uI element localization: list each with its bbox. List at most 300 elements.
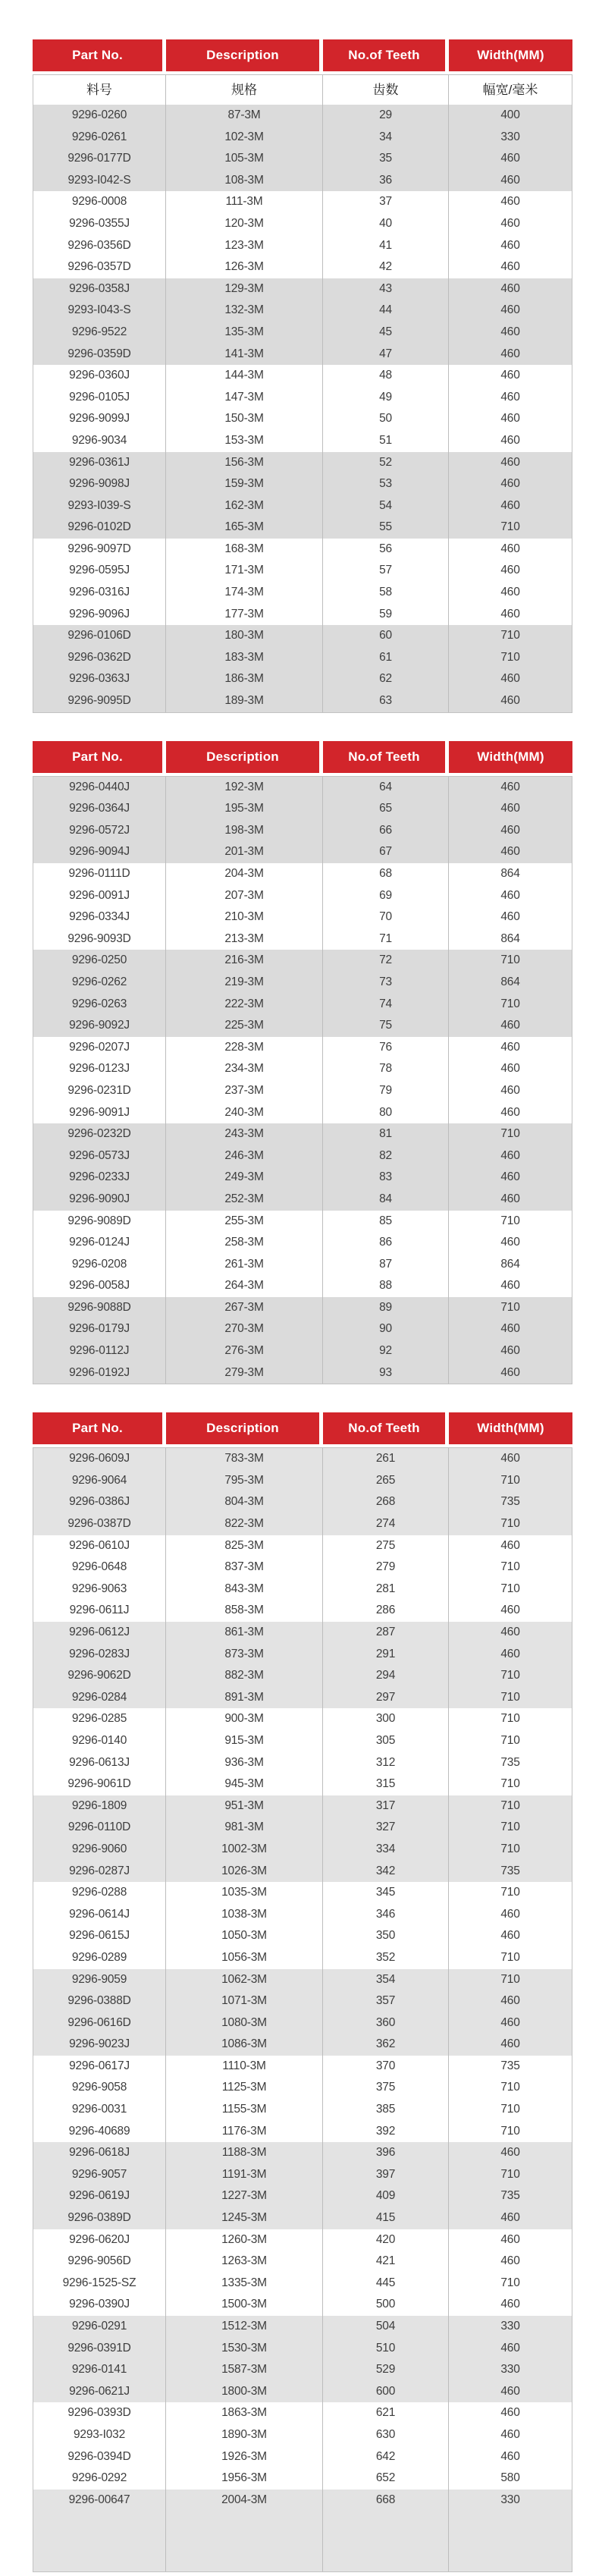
header-description: Description <box>166 39 323 71</box>
table-cell: 864 <box>500 975 520 988</box>
table-cell: 710 <box>500 1820 520 1834</box>
table-cell: 362 <box>323 2034 449 2056</box>
table-cell: 710 <box>500 2167 520 2181</box>
table-cell: 9296-00647 <box>33 2490 166 2512</box>
table-cell: 83 <box>323 1167 449 1189</box>
table-cell: 825-3M <box>166 1535 323 1557</box>
table-cell: 504 <box>323 2316 449 2338</box>
table-row <box>33 2294 572 2316</box>
table-cell: 9296-0208 <box>33 1254 166 1276</box>
table-cell: 54 <box>323 495 449 517</box>
table-cell: 9296-0609J <box>33 1448 166 1470</box>
table-cell: 177-3M <box>166 604 323 626</box>
table-cell: 354 <box>323 1969 449 1991</box>
table-cell: 460 <box>500 195 520 209</box>
table-cell: 9296-0261 <box>33 127 166 149</box>
table-cell: 126-3M <box>166 256 323 278</box>
table-cell: 460 <box>500 216 520 230</box>
table-cell: 78 <box>323 1058 449 1080</box>
table-cell: 445 <box>323 2273 449 2295</box>
table-cell: 1026-3M <box>166 1861 323 1883</box>
table-cell: 357 <box>323 1990 449 2012</box>
table-cell: 710 <box>500 1777 520 1791</box>
table-cell: 237-3M <box>166 1080 323 1102</box>
table-cell: 222-3M <box>166 994 323 1016</box>
table-row <box>33 863 572 885</box>
table-row <box>33 2229 572 2251</box>
table-cell: 90 <box>323 1318 449 1340</box>
table-cell: 1863-3M <box>166 2402 323 2424</box>
table-cell: 460 <box>500 1344 520 1358</box>
table-cell: 183-3M <box>166 647 323 669</box>
table-row <box>33 1080 572 1102</box>
table-cell: 9296-0334J <box>33 906 166 928</box>
table-cell: 9296-0361J <box>33 452 166 474</box>
table-cell: 882-3M <box>166 1665 323 1687</box>
table-cell: 710 <box>500 1300 520 1314</box>
table-cell: 460 <box>500 823 520 837</box>
table-cell: 207-3M <box>166 885 323 907</box>
table-cell: 93 <box>323 1362 449 1384</box>
table-row <box>33 2468 572 2490</box>
table-cell: 258-3M <box>166 1232 323 1254</box>
table-cell: 34 <box>323 127 449 149</box>
table-cell: 9296-9096J <box>33 604 166 626</box>
table-cell: 297 <box>323 1687 449 1709</box>
table-cell: 861-3M <box>166 1622 323 1644</box>
table-cell: 40 <box>323 213 449 235</box>
table-cell: 9296-9058 <box>33 2077 166 2099</box>
table-cell: 580 <box>500 2471 520 2485</box>
table-cell: 1245-3M <box>166 2207 323 2229</box>
table-cell: 9296-9063 <box>33 1579 166 1601</box>
table-cell: 460 <box>500 1105 520 1119</box>
table-cell: 141-3M <box>166 344 323 366</box>
table-cell: 201-3M <box>166 841 323 863</box>
table-cell: 460 <box>500 1322 520 1336</box>
table-cell: 73 <box>323 972 449 994</box>
table-cell: 9296-0123J <box>33 1058 166 1080</box>
table-cell: 1191-3M <box>166 2164 323 2186</box>
table-cell: 710 <box>500 650 520 664</box>
table-cell: 864 <box>500 931 520 945</box>
table-cell: 460 <box>500 1929 520 1943</box>
table-row <box>33 2142 572 2164</box>
table-cell: 82 <box>323 1145 449 1167</box>
table-cell: 409 <box>323 2185 449 2207</box>
table-cell: 9296-0387D <box>33 1513 166 1535</box>
table-cell: 9296-0362D <box>33 647 166 669</box>
parts-table-1 <box>33 39 572 713</box>
table-cell: 41 <box>323 235 449 257</box>
table-row <box>33 127 572 149</box>
table-cell: 123-3M <box>166 235 323 257</box>
table-row <box>33 1579 572 1601</box>
table-cell: 45 <box>323 322 449 344</box>
table-cell: 981-3M <box>166 1817 323 1839</box>
table-cell: 129-3M <box>166 278 323 300</box>
table-row <box>33 2381 572 2403</box>
table-row <box>33 1839 572 1861</box>
table-row <box>33 1513 572 1535</box>
table-cell: 9296-0356D <box>33 235 166 257</box>
subheader-description-cn: 规格 <box>166 75 323 105</box>
table-cell: 710 <box>500 1560 520 1574</box>
table-row <box>33 1123 572 1145</box>
table-row <box>33 668 572 690</box>
table-cell: 804-3M <box>166 1491 323 1513</box>
table-row <box>33 1232 572 1254</box>
table-cell: 317 <box>323 1795 449 1817</box>
table-row <box>33 1362 572 1384</box>
table-cell: 460 <box>500 1040 520 1054</box>
header-part-no: Part No. <box>33 1412 166 1444</box>
table-cell: 460 <box>500 1907 520 1921</box>
table-cell: 162-3M <box>166 495 323 517</box>
table-row <box>33 994 572 1016</box>
header-width-mm: Width(MM) <box>449 741 572 773</box>
table-cell: 192-3M <box>166 777 323 799</box>
table-row <box>33 1058 572 1080</box>
table-2-body <box>33 776 572 1385</box>
table-cell: 710 <box>500 2276 520 2289</box>
table-cell: 9296-0389D <box>33 2207 166 2229</box>
table-cell: 225-3M <box>166 1015 323 1037</box>
table-cell: 460 <box>500 1365 520 1379</box>
table-cell: 51 <box>323 430 449 452</box>
table-row <box>33 2207 572 2229</box>
header-no-of-teeth: No.of Teeth <box>323 39 449 71</box>
table-cell: 460 <box>500 780 520 793</box>
table-cell: 84 <box>323 1189 449 1211</box>
table-cell: 261 <box>323 1448 449 1470</box>
table-row <box>33 408 572 430</box>
table-cell: 9296-0008 <box>33 191 166 213</box>
table-cell: 9296-0110D <box>33 1817 166 1839</box>
table-cell: 50 <box>323 408 449 430</box>
table-row <box>33 365 572 387</box>
table-row <box>33 625 572 647</box>
table-cell: 460 <box>500 1148 520 1162</box>
table-cell: 9296-0263 <box>33 994 166 1016</box>
table-cell: 9296-0364J <box>33 798 166 820</box>
table-cell: 186-3M <box>166 668 323 690</box>
table-cell: 421 <box>323 2251 449 2273</box>
table-cell <box>33 2511 166 2571</box>
table-row <box>33 1167 572 1189</box>
table-cell: 710 <box>500 2124 520 2138</box>
table-cell: 1530-3M <box>166 2338 323 2360</box>
table-cell: 9296-9093D <box>33 928 166 950</box>
table-cell: 1110-3M <box>166 2056 323 2078</box>
table-cell: 915-3M <box>166 1730 323 1752</box>
table-cell: 216-3M <box>166 950 323 972</box>
table-cell: 75 <box>323 1015 449 1037</box>
table-row <box>33 1687 572 1709</box>
table-cell: 43 <box>323 278 449 300</box>
table-cell: 460 <box>500 1170 520 1184</box>
table-cell: 9296-0572J <box>33 820 166 842</box>
table-cell: 9296-0140 <box>33 1730 166 1752</box>
table-cell: 58 <box>323 582 449 604</box>
table-cell: 9296-0262 <box>33 972 166 994</box>
table-cell: 70 <box>323 906 449 928</box>
table-cell: 460 <box>500 910 520 924</box>
table-cell: 352 <box>323 1947 449 1969</box>
table-row <box>33 690 572 712</box>
table-cell: 735 <box>500 1755 520 1769</box>
table-row <box>33 2121 572 2143</box>
table-row <box>33 1817 572 1839</box>
table-cell: 274 <box>323 1513 449 1535</box>
table-cell: 9296-0102D <box>33 517 166 539</box>
table-cell: 150-3M <box>166 408 323 430</box>
table-cell: 9296-0124J <box>33 1232 166 1254</box>
table-row <box>33 1644 572 1666</box>
table-cell: 710 <box>500 997 520 1010</box>
table-cell: 9296-0289 <box>33 1947 166 1969</box>
table-cell: 9296-0291 <box>33 2316 166 2338</box>
table-cell: 360 <box>323 2012 449 2034</box>
table-cell: 843-3M <box>166 1579 323 1601</box>
table-cell: 61 <box>323 647 449 669</box>
table-cell: 460 <box>500 888 520 902</box>
table-row <box>33 1904 572 1926</box>
table-cell: 460 <box>500 2427 520 2441</box>
table-cell: 9296-0612J <box>33 1622 166 1644</box>
table-cell: 9296-9094J <box>33 841 166 863</box>
table-1-body <box>33 74 572 713</box>
table-cell: 460 <box>500 2298 520 2311</box>
table-1-cn-subheader <box>33 75 572 105</box>
table-cell: 330 <box>500 2363 520 2377</box>
table-cell: 9296-0355J <box>33 213 166 235</box>
table-cell: 735 <box>500 1495 520 1509</box>
table-cell: 300 <box>323 1708 449 1730</box>
table-cell: 198-3M <box>166 820 323 842</box>
table-cell: 9296-0288 <box>33 1882 166 1904</box>
table-cell: 9296-0112J <box>33 1340 166 1362</box>
table-row <box>33 841 572 863</box>
table-cell: 330 <box>500 2493 520 2506</box>
table-cell: 65 <box>323 798 449 820</box>
table-cell: 44 <box>323 300 449 322</box>
table-row <box>33 191 572 213</box>
table-row <box>33 1730 572 1752</box>
subheader-part-no-cn: 料号 <box>33 75 166 105</box>
table-cell: 9296-0394D <box>33 2446 166 2468</box>
table-cell: 74 <box>323 994 449 1016</box>
table-cell: 9296-0285 <box>33 1708 166 1730</box>
table-cell: 9296-0648 <box>33 1557 166 1579</box>
table-cell: 460 <box>500 607 520 620</box>
table-cell: 9296-9089D <box>33 1211 166 1233</box>
table-cell: 9296-9522 <box>33 322 166 344</box>
table-3-body <box>33 1447 572 2572</box>
table-cell: 370 <box>323 2056 449 2078</box>
table-row <box>33 322 572 344</box>
table-row <box>33 972 572 994</box>
table-cell: 1056-3M <box>166 1947 323 1969</box>
table-cell: 261-3M <box>166 1254 323 1276</box>
table-cell: 460 <box>500 477 520 491</box>
table-row <box>33 906 572 928</box>
table-cell: 276-3M <box>166 1340 323 1362</box>
table-cell: 1080-3M <box>166 2012 323 2034</box>
table-cell: 9296-0260 <box>33 105 166 127</box>
table-cell: 460 <box>500 1062 520 1076</box>
table-cell: 652 <box>323 2468 449 2490</box>
table-cell: 710 <box>500 1669 520 1682</box>
table-cell: 9296-0363J <box>33 668 166 690</box>
table-cell: 9296-0388D <box>33 1990 166 2012</box>
table-cell: 165-3M <box>166 517 323 539</box>
table-cell: 89 <box>323 1297 449 1319</box>
header-part-no: Part No. <box>33 39 166 71</box>
table-cell: 375 <box>323 2077 449 2099</box>
subheader-no-of-teeth-cn: 齿数 <box>323 75 449 105</box>
table-cell: 936-3M <box>166 1752 323 1774</box>
table-cell: 710 <box>500 1972 520 1986</box>
table-cell: 460 <box>500 325 520 338</box>
table-row <box>33 344 572 366</box>
table-cell: 460 <box>500 586 520 599</box>
table-cell: 1188-3M <box>166 2142 323 2164</box>
table-cell: 1062-3M <box>166 1969 323 1991</box>
table-cell: 529 <box>323 2359 449 2381</box>
table-cell: 9296-9099J <box>33 408 166 430</box>
parts-table-3 <box>33 1412 572 2572</box>
table-cell: 710 <box>500 953 520 967</box>
table-cell: 710 <box>500 2081 520 2094</box>
table-cell: 9296-9057 <box>33 2164 166 2186</box>
table-cell: 132-3M <box>166 300 323 322</box>
table-cell: 710 <box>500 1886 520 1899</box>
table-cell: 9296-9056D <box>33 2251 166 2273</box>
table-cell: 864 <box>500 1257 520 1271</box>
table-cell: 35 <box>323 148 449 170</box>
table-cell: 66 <box>323 820 449 842</box>
table-cell: 9296-9091J <box>33 1102 166 1124</box>
table-cell: 281 <box>323 1579 449 1601</box>
table-row <box>33 2424 572 2446</box>
table-cell: 837-3M <box>166 1557 323 1579</box>
table-row <box>33 2273 572 2295</box>
table-cell: 204-3M <box>166 863 323 885</box>
table-cell: 102-3M <box>166 127 323 149</box>
table-cell: 255-3M <box>166 1211 323 1233</box>
table-cell: 67 <box>323 841 449 863</box>
table-row <box>33 1947 572 1969</box>
table-row <box>33 300 572 322</box>
table-cell: 9296-0621J <box>33 2381 166 2403</box>
table-cell: 460 <box>500 1083 520 1097</box>
table-cell: 460 <box>500 390 520 404</box>
table-row <box>33 1037 572 1059</box>
table-cell: 9296-0610J <box>33 1535 166 1557</box>
table-cell: 9296-0284 <box>33 1687 166 1709</box>
table-row <box>33 2012 572 2034</box>
table-cell: 315 <box>323 1773 449 1795</box>
table-cell: 710 <box>500 1690 520 1704</box>
table-cell: 9293-I043-S <box>33 300 166 322</box>
table-row <box>33 582 572 604</box>
table-cell: 9296-9062D <box>33 1665 166 1687</box>
table-cell: 873-3M <box>166 1644 323 1666</box>
table-row <box>33 798 572 820</box>
table-cell: 1050-3M <box>166 1925 323 1947</box>
table-row <box>33 928 572 950</box>
table-cell: 1500-3M <box>166 2294 323 2316</box>
table-cell: 87-3M <box>166 105 323 127</box>
table-cell: 9296-0618J <box>33 2142 166 2164</box>
table-cell: 246-3M <box>166 1145 323 1167</box>
table-cell: 9296-0614J <box>33 1904 166 1926</box>
header-part-no: Part No. <box>33 741 166 773</box>
table-cell: 9296-0316J <box>33 582 166 604</box>
table-cell: 460 <box>500 2254 520 2268</box>
table-cell: 9296-9061D <box>33 1773 166 1795</box>
table-cell: 1176-3M <box>166 2121 323 2143</box>
table-cell: 213-3M <box>166 928 323 950</box>
table-row <box>33 256 572 278</box>
table-cell: 144-3M <box>166 365 323 387</box>
table-cell: 9296-0359D <box>33 344 166 366</box>
table-row <box>33 278 572 300</box>
table-cell: 49 <box>323 387 449 409</box>
table-cell: 120-3M <box>166 213 323 235</box>
table-cell: 234-3M <box>166 1058 323 1080</box>
table-cell: 252-3M <box>166 1189 323 1211</box>
table-cell: 710 <box>500 1517 520 1531</box>
table-cell: 189-3M <box>166 690 323 712</box>
table-cell: 87 <box>323 1254 449 1276</box>
table-cell: 710 <box>500 1733 520 1747</box>
table-cell: 1800-3M <box>166 2381 323 2403</box>
table-cell: 460 <box>500 2449 520 2463</box>
table-cell: 710 <box>500 1127 520 1141</box>
table-cell: 9296-1809 <box>33 1795 166 1817</box>
table-cell: 9296-0619J <box>33 2185 166 2207</box>
table-cell: 1956-3M <box>166 2468 323 2490</box>
table-cell: 710 <box>500 2103 520 2116</box>
table-row <box>33 2099 572 2121</box>
table-cell: 228-3M <box>166 1037 323 1059</box>
table-cell <box>323 2511 449 2571</box>
table-row <box>33 1102 572 1124</box>
table-cell: 219-3M <box>166 972 323 994</box>
table-cell: 1227-3M <box>166 2185 323 2207</box>
table-cell: 1260-3M <box>166 2229 323 2251</box>
table-cell: 243-3M <box>166 1123 323 1145</box>
table-cell: 287 <box>323 1622 449 1644</box>
table-row <box>33 1773 572 1795</box>
table-cell: 240-3M <box>166 1102 323 1124</box>
table-cell: 42 <box>323 256 449 278</box>
table-cell: 346 <box>323 1904 449 1926</box>
table-cell: 37 <box>323 191 449 213</box>
table-cell: 9296-9098J <box>33 473 166 495</box>
table-cell: 9296-0141 <box>33 2359 166 2381</box>
table-cell: 72 <box>323 950 449 972</box>
table-row <box>33 1145 572 1167</box>
header-width-mm: Width(MM) <box>449 39 572 71</box>
table-cell: 9296-0111D <box>33 863 166 885</box>
table-cell <box>166 2511 323 2571</box>
table-cell: 330 <box>500 130 520 143</box>
table-cell: 460 <box>500 498 520 512</box>
table-row <box>33 1015 572 1037</box>
